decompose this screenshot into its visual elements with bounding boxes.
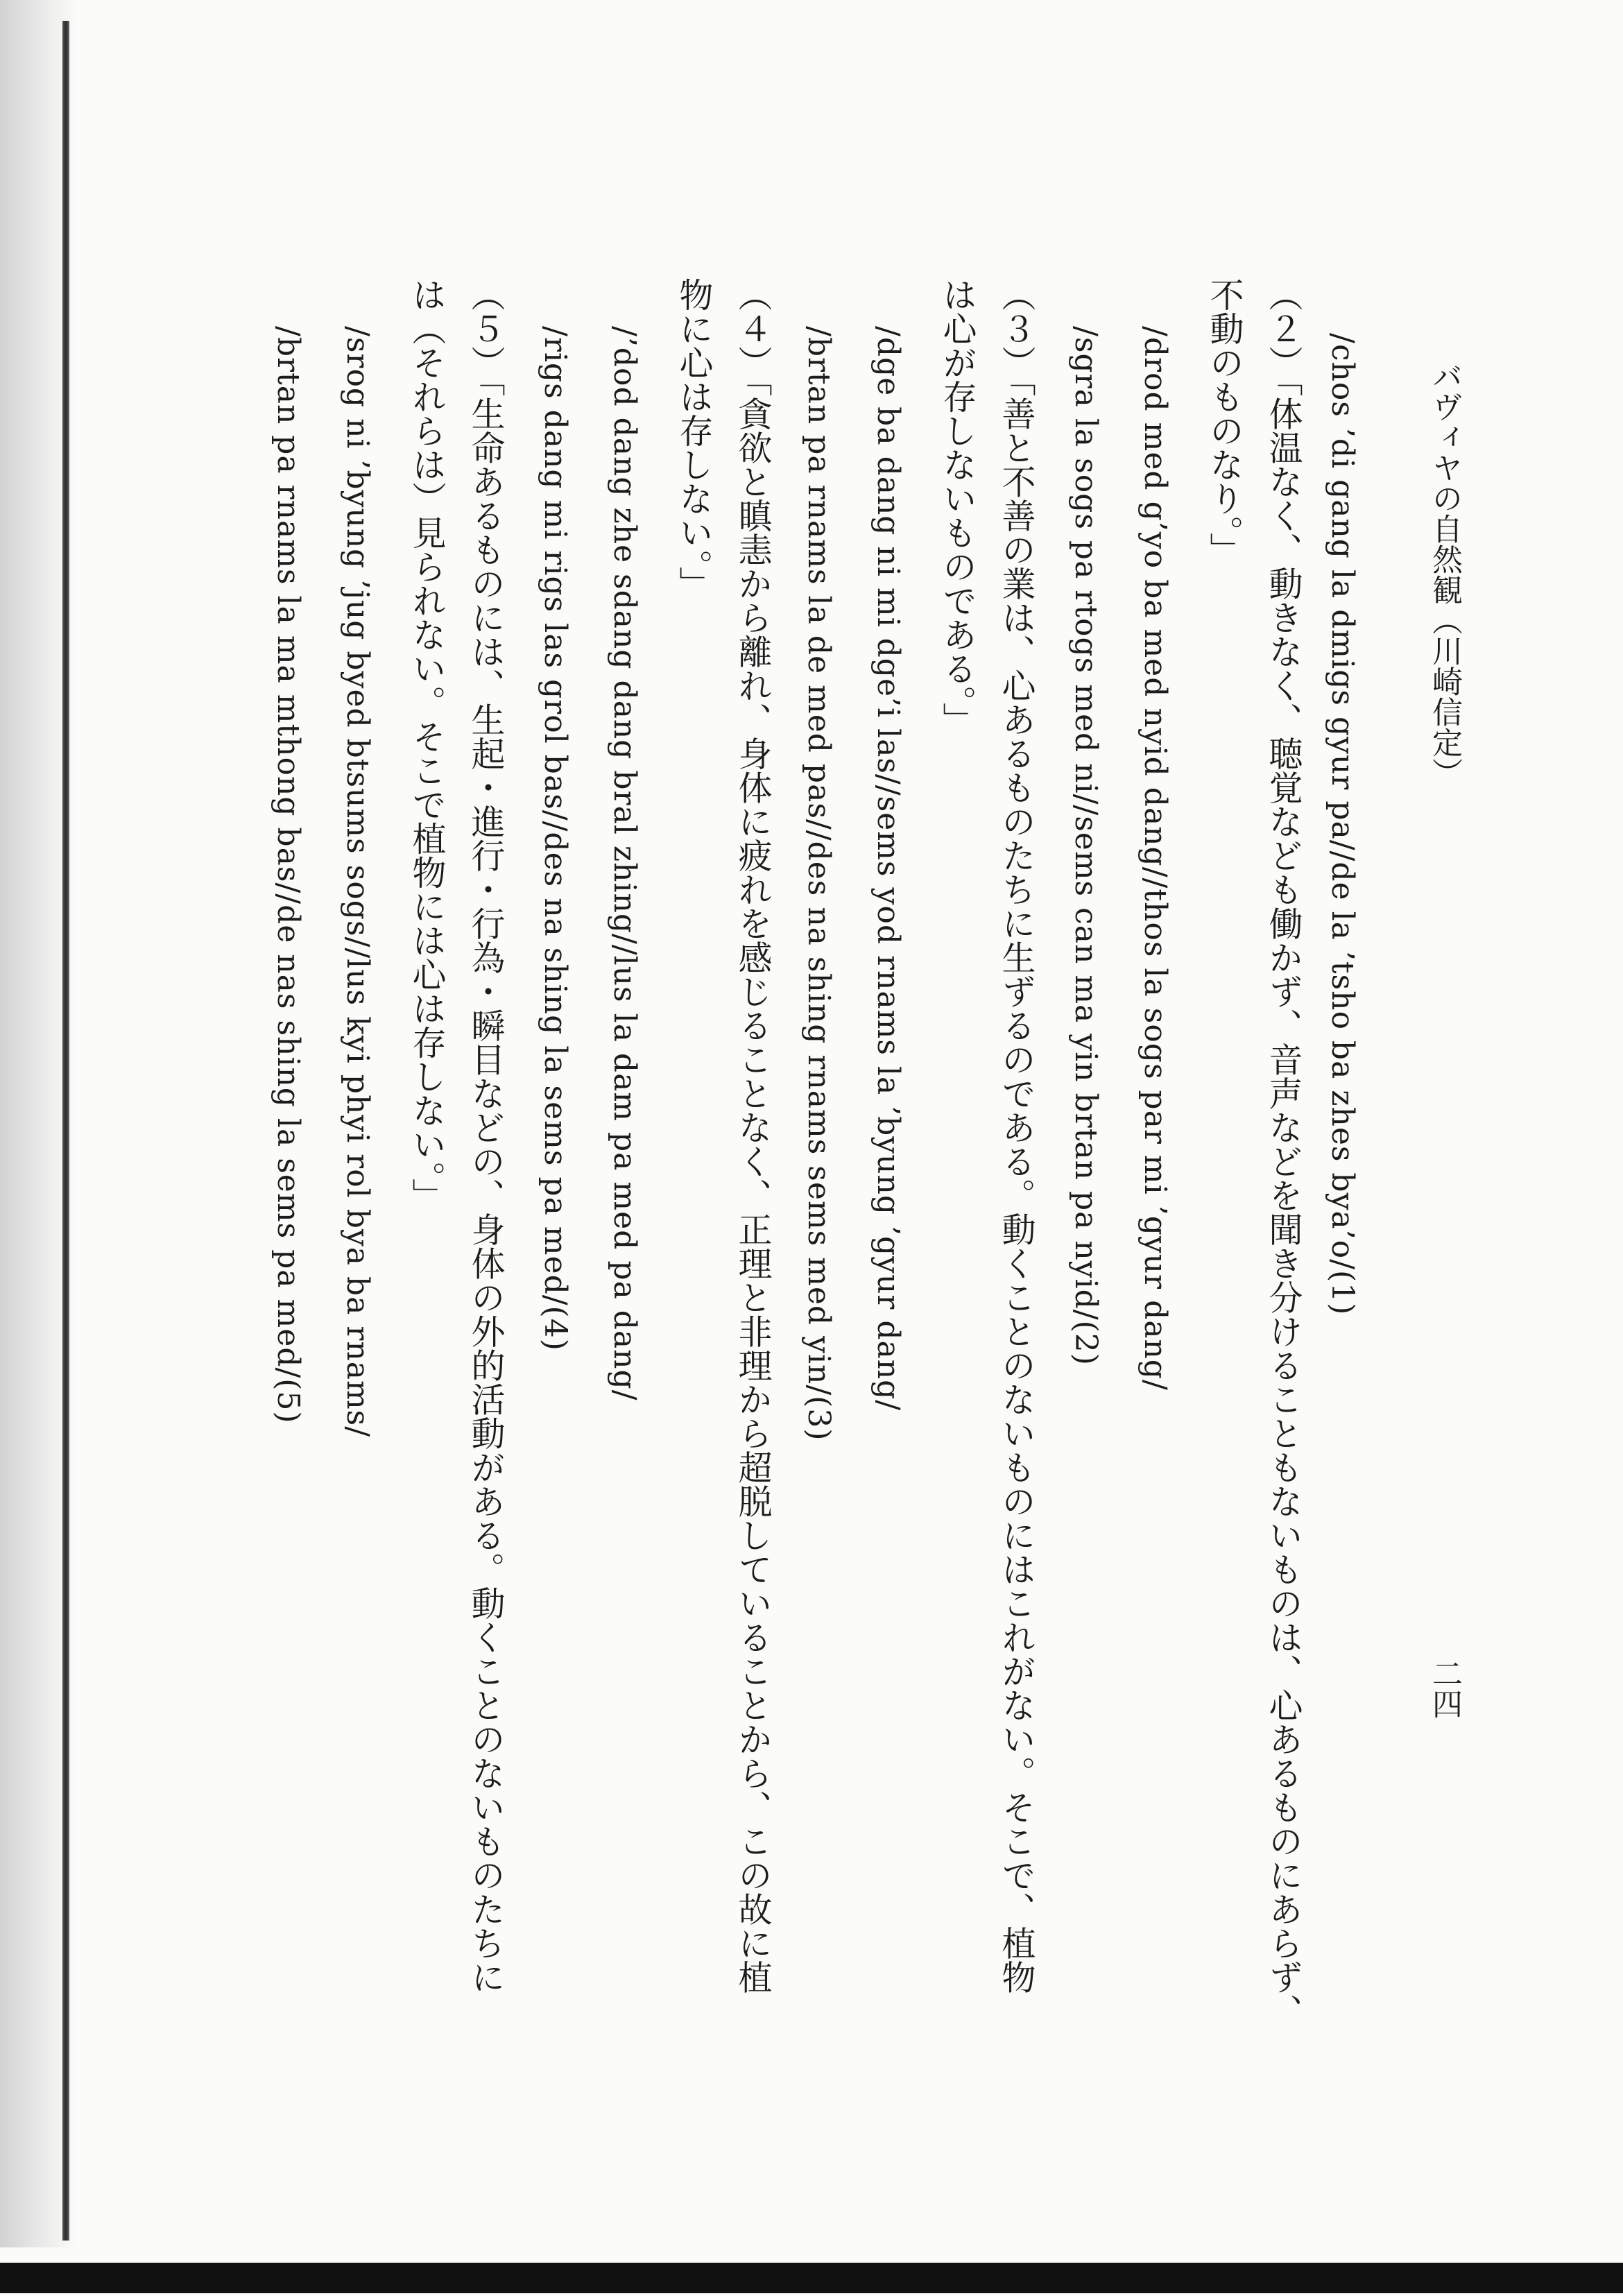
running-head: バヴィヤの自然観（川崎信定） (1427, 361, 1462, 788)
text-line-4: /drod med g’yo ba med nyid dang//thos la sogs par mi ’gyur dang/ (1137, 326, 1173, 1391)
text-line-16: /srog ni ’byung ’jug byed btsums sogs//lus kyi phyi rol bya ba rnams/ (340, 326, 375, 1438)
text-line-6: （３）「善と不善の業は、心あるものたちに生ずるのである。動くことのないものにはこれがない。そこで、植物 (997, 277, 1036, 1994)
text-line-9: /brtan pa rnams la de med pas//des na shing rnams sems med yin/(3) (801, 326, 836, 1441)
text-line-10: （４）「貪欲と瞋恚から離れ、身体に疲れを感じることなく、正理と非理から超脱していることから、この故に植 (733, 277, 773, 1994)
text-line-1: /chos ’di gang la dmigs gyur pa//de la ’tsho ba zhes bya’o/(1) (1325, 333, 1360, 1316)
text-line-7: は心が存しないものである。」 (938, 277, 977, 737)
scan-border (0, 2263, 1623, 2293)
binding-edge (62, 21, 69, 2241)
text-line-17: /brtan pa rnams la ma mthong bas//de nas shing la sems pa med/(5) (270, 326, 306, 1424)
text-line-14: （５）「生命あるものには、生起・進行・行為・瞬目などの、身体の外的活動がある。動くことのないものたちに (466, 277, 506, 1994)
text-line-11: 物に心は存しない。」 (674, 277, 714, 601)
page-number: 二四 (1427, 1658, 1462, 1719)
text-line-5: /sgra la sogs pa rtogs med ni//sems can ma yin brtan pa nyid/(2) (1068, 326, 1104, 1366)
text-line-12: /’dod dang zhe sdang dang bral zhing//lus la dam pa med pa dang/ (607, 326, 642, 1401)
text-line-2: （２）「体温なく、動きなく、聴覚なども働かず、音声などを聞き分けることもないものは、心あるものにあらず、 (1264, 277, 1303, 2028)
text-line-15: は（それらは）見られない。そこで植物には心は存しない。」 (407, 277, 447, 1213)
text-line-3: 不動のものなり。」 (1205, 277, 1244, 567)
text-line-8: /dge ba dang ni mi dge’i las//sems yod rnams la ’byung ’gyur dang/ (870, 326, 906, 1412)
text-line-13: /rigs dang mi rigs las grol bas//des na shing la sems pa med/(4) (538, 326, 573, 1351)
